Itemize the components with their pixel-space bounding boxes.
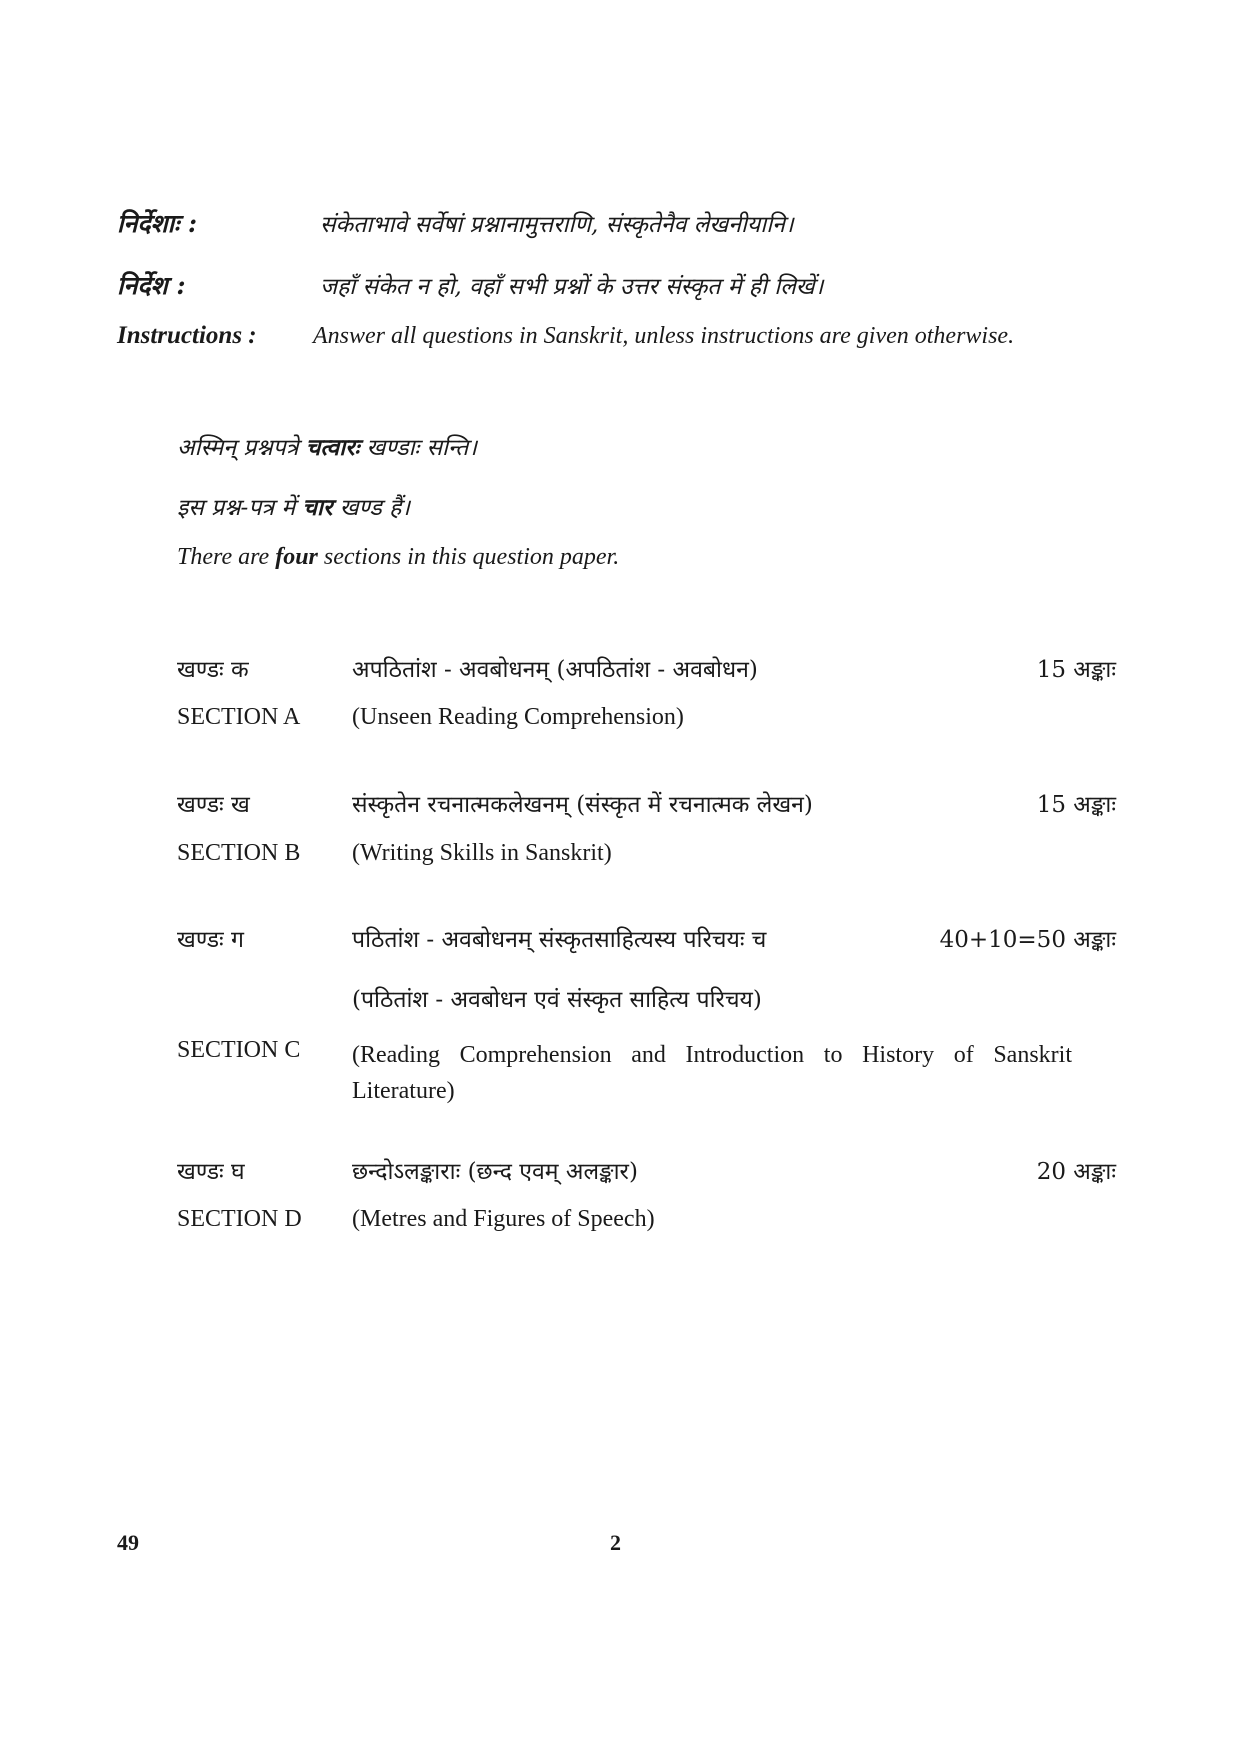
section-a-label-hi: खण्डः क	[177, 657, 249, 683]
paper-code: 49	[117, 1530, 139, 1555]
instructions-sanskrit-text: संकेताभावे सर्वेषां प्रश्नानामुत्तराणि, संस्कृतेनैव लेखनीयानि।	[320, 212, 794, 238]
intro-english	[177, 544, 619, 571]
section-a-marks: 15 अङ्काः	[1036, 657, 1116, 683]
page-number: 2	[610, 1530, 621, 1555]
intro-hindi-after: खण्ड हैं।	[332, 495, 411, 521]
section-c-label-en: SECTION C	[177, 1037, 301, 1063]
instructions-english-label: Instructions :	[117, 322, 257, 349]
section-b-label-en: SECTION B	[177, 840, 301, 866]
intro-sanskrit-after: खण्डाः सन्ति।	[359, 435, 477, 461]
section-b-marks: 15 अङ्काः	[1036, 792, 1116, 818]
instructions-english-text: Answer all questions in Sanskrit, unless instructions are given otherwise.	[313, 323, 1015, 349]
section-b-title-hi: संस्कृतेन रचनात्मकलेखनम् (संस्कृत में रचनात्मक लेखन)	[352, 792, 813, 818]
intro-english-bold: four	[275, 544, 318, 570]
intro-hindi	[177, 490, 410, 522]
intro-sanskrit	[177, 430, 477, 462]
instructions-hindi-label: निर्देश :	[117, 271, 186, 300]
intro-english-after: sections in this question paper.	[317, 544, 620, 570]
intro-english-before: There are	[177, 544, 276, 570]
section-d-label-en: SECTION D	[177, 1206, 302, 1232]
section-c-title-hi: पठितांश - अवबोधनम् संस्कृतसाहित्यस्य परिचयः च	[352, 927, 767, 953]
section-c-title-hi-2: (पठितांश - अवबोधन एवं संस्कृत साहित्य परिचय)	[352, 987, 762, 1013]
instructions-sanskrit-label: निर्देशाः :	[117, 209, 198, 238]
section-b-label-hi: खण्डः ख	[177, 792, 250, 818]
section-c-marks: 40+10=50 अङ्काः	[939, 927, 1116, 953]
intro-sanskrit-bold: चत्वारः	[305, 434, 360, 461]
section-a-title-hi: अपठितांश - अवबोधनम् (अपठितांश - अवबोधन)	[352, 657, 758, 683]
section-b-title-en: (Writing Skills in Sanskrit)	[352, 840, 612, 866]
section-c-label-hi: खण्डः ग	[177, 927, 244, 953]
instructions-hindi-text: जहाँ संकेत न हो, वहाँ सभी प्रश्नों के उत्तर संस्कृत में ही लिखें।	[320, 274, 824, 300]
intro-hindi-before: इस प्रश्न-पत्र में	[177, 495, 303, 521]
section-c-title-en: (Reading Comprehension and Introduction to History of Sanskrit Literature)	[352, 1042, 1072, 1104]
section-d-title-hi: छन्दोऽलङ्काराः (छन्द एवम् अलङ्कार)	[352, 1159, 638, 1185]
section-d-title-en: (Metres and Figures of Speech)	[352, 1206, 655, 1232]
section-d-marks: 20 अङ्काः	[1036, 1159, 1116, 1185]
section-a-title-en: (Unseen Reading Comprehension)	[352, 704, 684, 730]
intro-hindi-bold: चार	[302, 494, 333, 521]
section-a-label-en: SECTION A	[177, 704, 301, 730]
section-d-label-hi: खण्डः घ	[177, 1159, 245, 1185]
intro-sanskrit-before: अस्मिन् प्रश्नपत्रे	[177, 435, 306, 461]
